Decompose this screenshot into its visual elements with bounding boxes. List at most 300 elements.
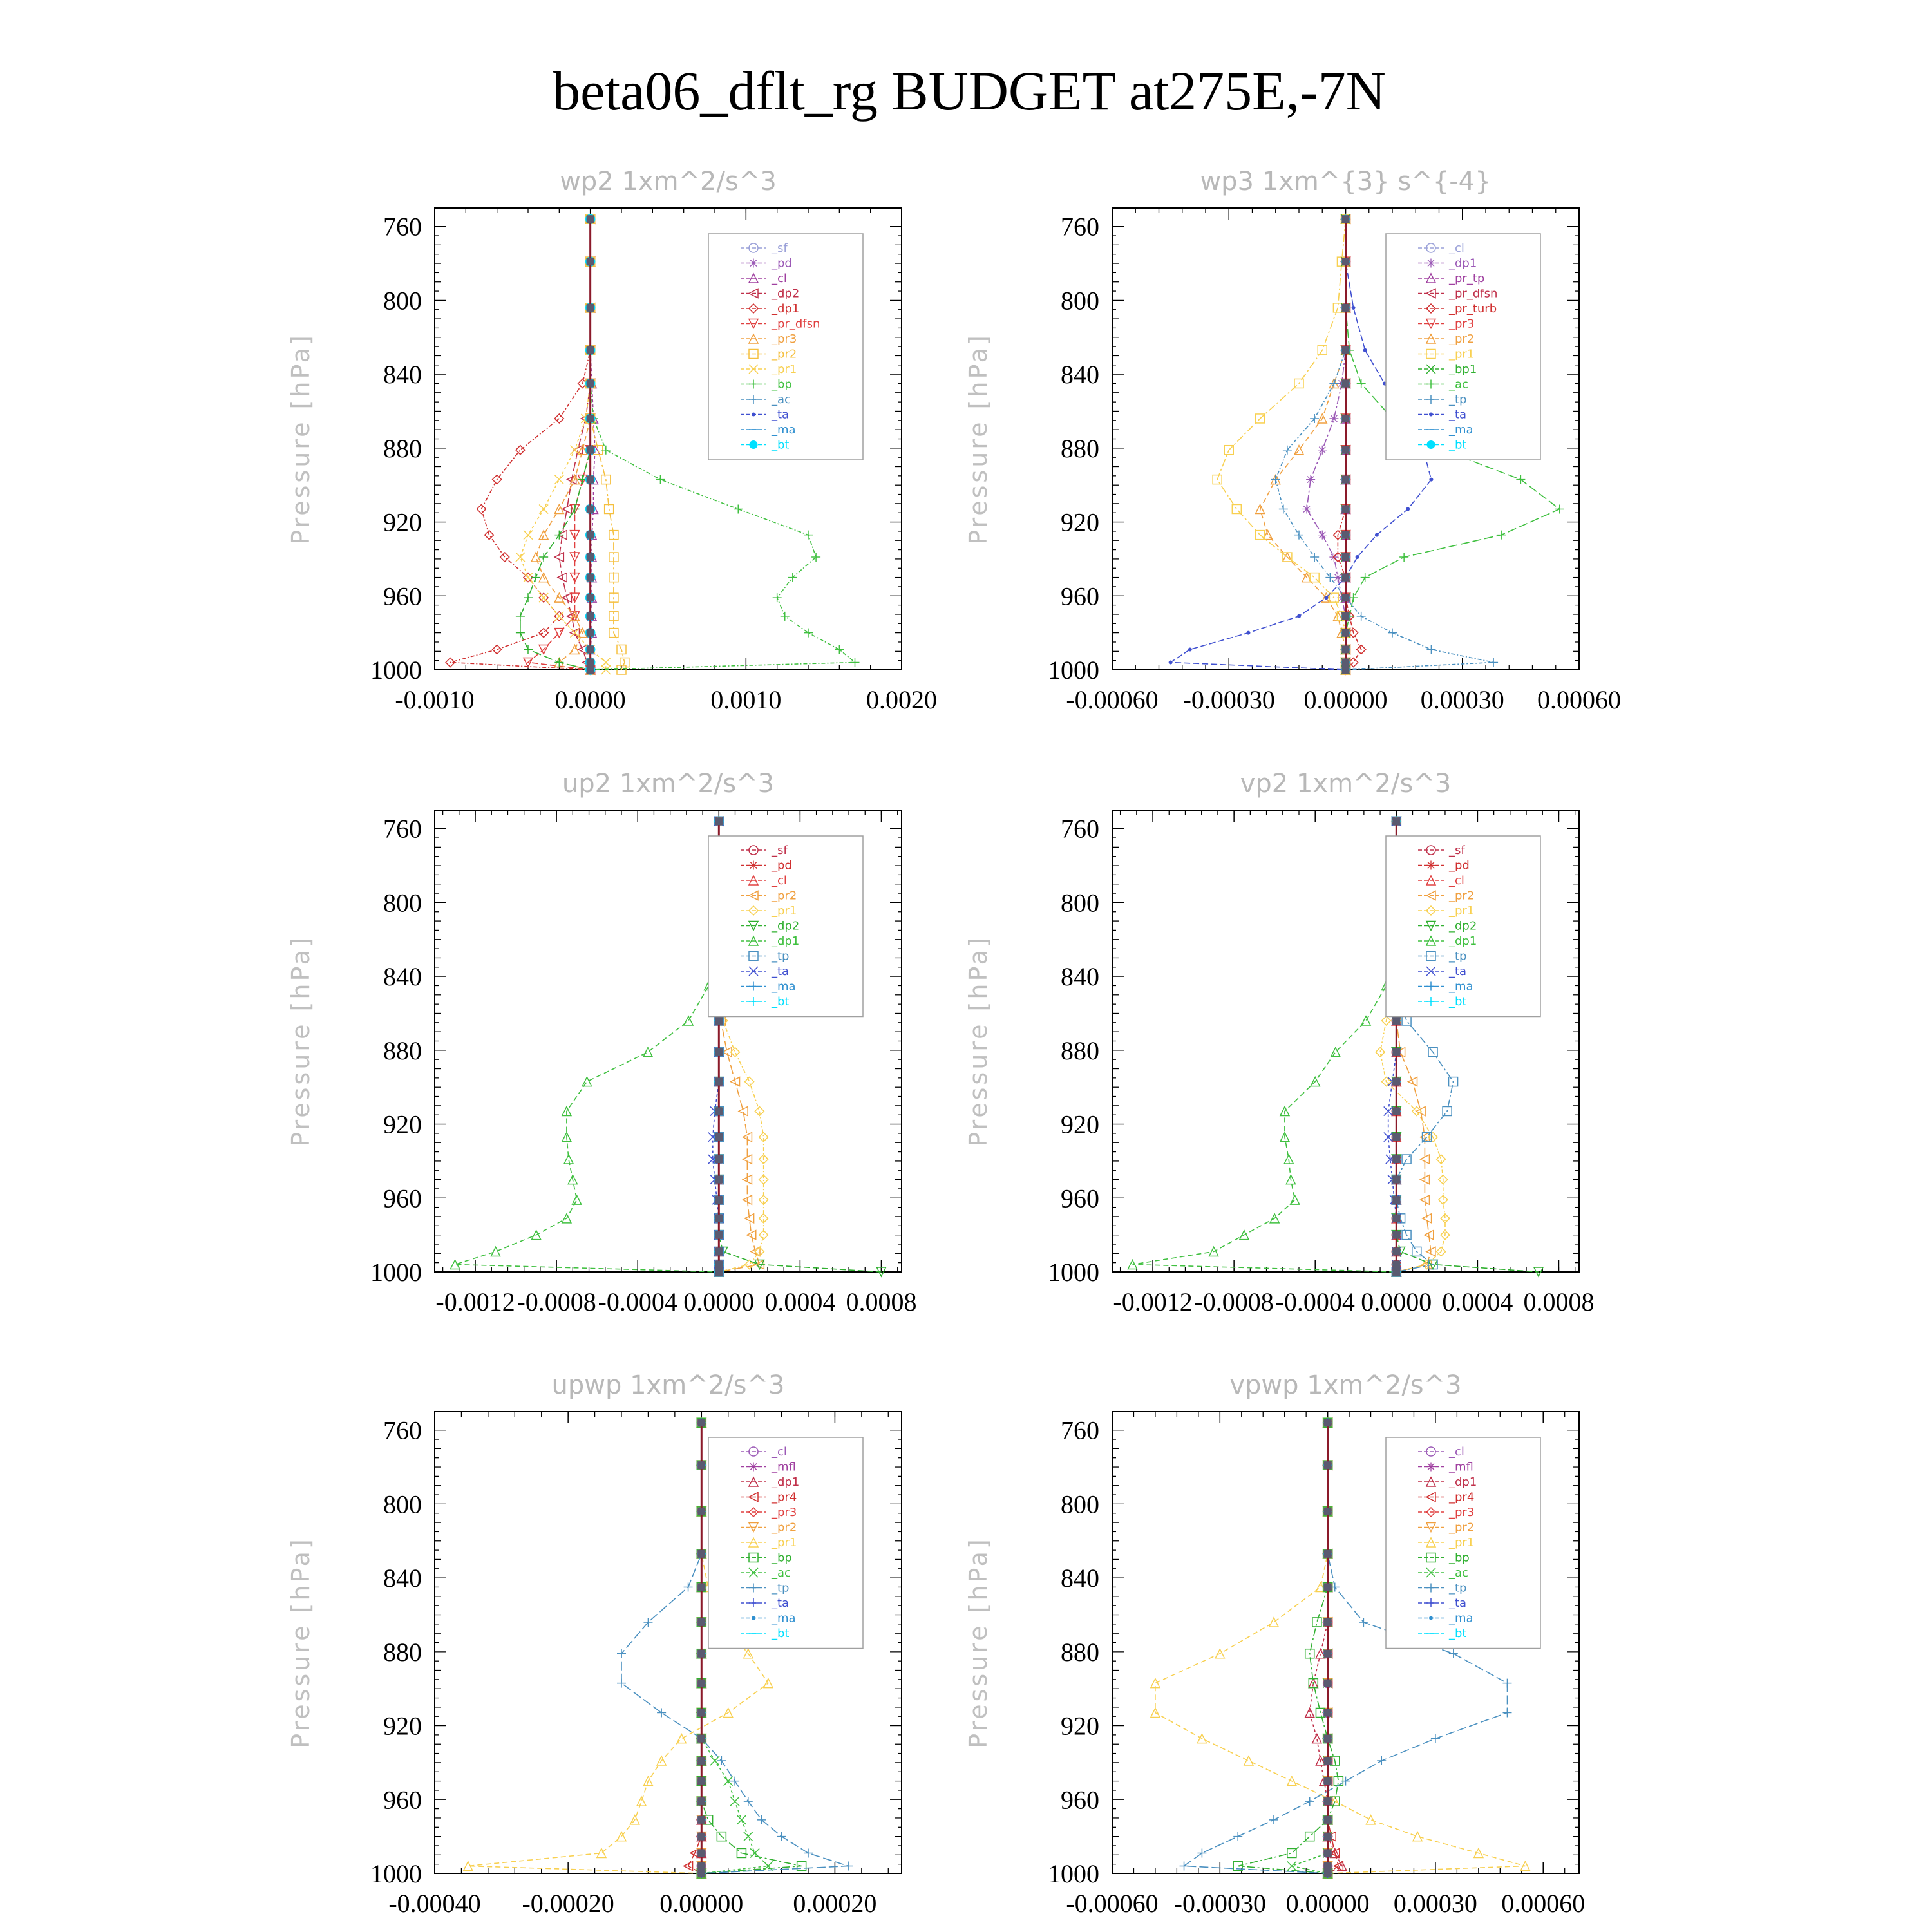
- x-tick-label: -0.00020: [522, 1889, 614, 1918]
- x-tick-label: 0.0020: [866, 685, 937, 714]
- x-tick-label: 0.00000: [659, 1889, 744, 1918]
- zero-marker: [1342, 666, 1350, 674]
- legend-marker: [1429, 413, 1433, 417]
- data-point: [1352, 306, 1356, 310]
- data-point: [524, 593, 533, 602]
- legend-entry: _cl: [772, 874, 787, 887]
- legend-entry: _pr3: [1449, 317, 1475, 331]
- y-tick-label: 880: [383, 1036, 422, 1065]
- zero-marker: [697, 1461, 705, 1469]
- y-axis-label: Pressure [hPa]: [287, 333, 315, 545]
- data-point: [1402, 1016, 1411, 1025]
- legend-entry: _bt: [772, 438, 790, 452]
- legend-entry: _bt: [1449, 1627, 1467, 1640]
- zero-marker: [1342, 346, 1350, 354]
- data-point: [745, 1077, 754, 1086]
- zero-marker: [1324, 1508, 1332, 1515]
- legend-entry: _ta: [772, 408, 790, 422]
- zero-marker: [1324, 1650, 1332, 1658]
- data-point: [539, 553, 548, 562]
- legend-entry: _ma: [772, 980, 796, 994]
- data-point: [1180, 1862, 1189, 1871]
- zero-marker: [587, 659, 594, 667]
- zero-marker: [1342, 612, 1350, 620]
- data-point: [1413, 1832, 1422, 1841]
- legend-entry: _bt: [1449, 438, 1467, 452]
- data-point: [684, 1016, 693, 1025]
- zero-marker: [1392, 1133, 1400, 1141]
- x-tick-label: 0.00060: [1537, 685, 1621, 714]
- y-tick-label: 960: [1061, 1184, 1099, 1213]
- legend-entry: _dp2: [772, 919, 800, 933]
- data-point: [582, 1077, 591, 1086]
- legend-entry: _pr3: [772, 1506, 797, 1519]
- zero-marker: [1324, 1735, 1332, 1743]
- y-tick-label: 960: [383, 1785, 422, 1815]
- legend-marker: [750, 441, 757, 449]
- y-tick-label: 1000: [370, 1859, 422, 1888]
- x-tick-label: 0.0004: [764, 1287, 836, 1316]
- legend-entry: _pr_turb: [1449, 302, 1497, 316]
- data-point: [1269, 1815, 1278, 1824]
- data-point: [1325, 573, 1334, 582]
- legend-entry: _bp1: [1449, 363, 1477, 376]
- series-line-dp1: [450, 219, 591, 670]
- zero-marker: [1342, 476, 1350, 484]
- zero-marker: [1342, 574, 1350, 582]
- zero-marker: [1324, 1777, 1332, 1785]
- data-point: [1367, 1815, 1376, 1824]
- data-point: [500, 553, 509, 562]
- zero-marker: [587, 415, 594, 422]
- data-point: [1197, 1848, 1206, 1857]
- legend-entry: _cl: [1449, 874, 1464, 887]
- zero-marker: [587, 476, 594, 484]
- y-axis-label: Pressure [hPa]: [964, 1537, 992, 1748]
- zero-marker: [697, 1618, 705, 1626]
- y-tick-label: 920: [1061, 1711, 1099, 1741]
- y-tick-label: 1000: [1048, 1258, 1099, 1287]
- zero-marker: [1342, 446, 1350, 454]
- panel-5: [287, 1370, 902, 1918]
- data-point: [1376, 1048, 1385, 1057]
- legend-entry: _dp2: [772, 287, 800, 301]
- zero-marker: [1392, 1247, 1400, 1255]
- data-point: [1429, 478, 1433, 482]
- zero-marker: [1392, 817, 1400, 825]
- legend-entry: _pr_dfsn: [1449, 287, 1498, 301]
- legend-entry: _pd: [772, 256, 792, 270]
- data-point: [571, 446, 580, 455]
- zero-marker: [1342, 505, 1350, 513]
- legend-entry: _pr_tp: [1449, 272, 1485, 285]
- data-point: [1431, 1734, 1440, 1743]
- data-point: [1399, 553, 1408, 562]
- legend-entry: _tp: [772, 949, 790, 963]
- zero-marker: [1324, 1833, 1332, 1841]
- data-point: [734, 504, 743, 513]
- data-point: [737, 1815, 746, 1824]
- zero-marker: [715, 1231, 723, 1239]
- data-point: [1489, 658, 1498, 667]
- legend-entry: _dp1: [1449, 934, 1477, 948]
- y-tick-label: 960: [1061, 1785, 1099, 1815]
- legend-entry: _dp1: [772, 1475, 800, 1489]
- zero-marker: [587, 215, 594, 223]
- zero-marker: [715, 1176, 723, 1184]
- zero-marker: [1324, 1461, 1332, 1469]
- panel-title: vp2 1xm^2/s^3: [1240, 769, 1452, 799]
- data-point: [1318, 446, 1327, 455]
- legend-entry: _ma: [1449, 980, 1473, 994]
- x-tick-label: 0.00000: [1285, 1889, 1370, 1918]
- legend-entry: _bt: [1449, 995, 1467, 1009]
- zero-marker: [1324, 1870, 1332, 1877]
- legend-marker: [752, 413, 755, 417]
- x-tick-label: -0.00060: [1066, 685, 1159, 714]
- x-tick-label: 0.0008: [1523, 1287, 1595, 1316]
- data-point: [730, 1797, 739, 1806]
- y-tick-label: 880: [1061, 1036, 1099, 1065]
- y-tick-label: 800: [1061, 286, 1099, 316]
- y-tick-label: 1000: [1048, 656, 1099, 685]
- data-point: [571, 629, 580, 638]
- data-point: [1279, 504, 1288, 513]
- data-point: [1244, 1756, 1253, 1765]
- data-point: [1502, 1679, 1511, 1688]
- y-tick-label: 920: [1061, 1110, 1099, 1139]
- zero-marker: [715, 1017, 723, 1025]
- zero-marker: [1324, 1862, 1332, 1870]
- x-tick-label: 0.0008: [846, 1287, 917, 1316]
- data-point: [1516, 475, 1525, 484]
- zero-marker: [1342, 258, 1350, 265]
- x-tick-label: -0.0004: [598, 1287, 677, 1316]
- zero-marker: [697, 1849, 705, 1857]
- data-point: [773, 593, 782, 602]
- data-point: [1375, 533, 1379, 537]
- legend-marker: [749, 861, 758, 870]
- zero-marker: [1324, 1680, 1332, 1687]
- legend-entry: _dp1: [772, 934, 800, 948]
- legend-entry: _pr1: [772, 904, 797, 918]
- data-point: [485, 531, 494, 540]
- data-point: [637, 1797, 646, 1806]
- legend-entry: _ta: [1449, 1596, 1467, 1610]
- zero-marker: [697, 1583, 705, 1591]
- legend-entry: _ta: [772, 1596, 790, 1610]
- legend-entry: _mfl: [1449, 1460, 1473, 1474]
- zero-marker: [1342, 629, 1350, 637]
- data-point: [573, 1195, 582, 1204]
- zero-marker: [715, 1268, 723, 1276]
- legend-entry: _sf: [1449, 844, 1465, 857]
- panel-4: [964, 769, 1594, 1316]
- y-tick-label: 920: [383, 1711, 422, 1741]
- zero-marker: [1342, 553, 1350, 561]
- panel-title: wp2 1xm^2/s^3: [560, 167, 777, 196]
- legend-entry: _cl: [772, 1445, 787, 1459]
- zero-marker: [1392, 1078, 1400, 1086]
- zero-marker: [697, 1508, 705, 1515]
- legend-entry: _ac: [1449, 377, 1468, 392]
- y-tick-label: 960: [383, 1184, 422, 1213]
- zero-marker: [587, 666, 594, 674]
- zero-marker: [1342, 215, 1350, 223]
- zero-marker: [715, 817, 723, 825]
- data-point: [516, 553, 525, 562]
- x-tick-label: 0.00030: [1393, 1889, 1477, 1918]
- legend-entry: _tp: [1449, 1581, 1467, 1595]
- y-tick-label: 760: [1061, 1416, 1099, 1445]
- data-point: [1294, 531, 1303, 540]
- legend-entry: _pr1: [1449, 1536, 1475, 1549]
- y-tick-label: 1000: [1048, 1859, 1099, 1888]
- data-point: [1426, 645, 1435, 654]
- legend-entry: _pr1: [1449, 904, 1475, 918]
- data-point: [539, 531, 548, 540]
- y-tick-label: 760: [383, 212, 422, 242]
- data-point: [656, 475, 665, 484]
- zero-marker: [697, 1797, 705, 1805]
- zero-marker: [697, 1550, 705, 1558]
- legend-entry: _pr1: [1449, 347, 1475, 361]
- legend-entry: _pr3: [772, 332, 797, 346]
- legend-entry: _dp1: [1449, 256, 1477, 270]
- x-tick-label: -0.00030: [1173, 1889, 1266, 1918]
- zero-marker: [715, 1215, 723, 1222]
- zero-marker: [1342, 379, 1350, 387]
- zero-marker: [697, 1816, 705, 1824]
- zero-marker: [697, 1777, 705, 1785]
- x-tick-label: 0.0010: [710, 685, 782, 714]
- legend-entry: _ma: [1449, 1611, 1473, 1625]
- x-tick-label: -0.0008: [516, 1287, 596, 1316]
- y-tick-label: 840: [1061, 360, 1099, 390]
- y-tick-label: 840: [1061, 1564, 1099, 1593]
- data-point: [1269, 1618, 1278, 1627]
- data-point: [1287, 1862, 1296, 1871]
- x-tick-label: 0.00030: [1420, 685, 1504, 714]
- zero-marker: [1342, 415, 1350, 422]
- data-point: [1233, 1832, 1242, 1841]
- zero-marker: [587, 645, 594, 653]
- legend-entry: _ac: [1449, 1566, 1468, 1580]
- zero-marker: [587, 304, 594, 312]
- legend-entry: _pr2: [772, 1520, 797, 1535]
- legend-entry: _pr2: [1449, 889, 1475, 903]
- x-tick-label: -0.0010: [395, 685, 475, 714]
- data-point: [657, 1708, 666, 1717]
- legend-entry: _tp: [772, 1581, 790, 1595]
- data-point: [554, 475, 564, 484]
- zero-marker: [697, 1419, 705, 1426]
- y-tick-label: 800: [383, 888, 422, 918]
- legend-marker: [1426, 861, 1435, 870]
- legend-entry: _cl: [1449, 242, 1464, 255]
- panel-1: [287, 167, 937, 714]
- panel-6: [964, 1370, 1585, 1918]
- x-tick-label: 0.0000: [554, 685, 626, 714]
- data-point: [745, 1260, 754, 1269]
- legend-entry: _tp: [1449, 949, 1467, 963]
- legend-entry: _pr2: [1449, 1520, 1475, 1535]
- legend-entry: _ac: [772, 1566, 791, 1580]
- zero-marker: [1392, 1107, 1400, 1115]
- x-tick-label: -0.00060: [1066, 1889, 1159, 1918]
- legend-entry: _ta: [772, 965, 790, 978]
- legend-entry: _ta: [1449, 965, 1467, 978]
- x-tick-label: -0.0004: [1275, 1287, 1355, 1316]
- data-point: [1359, 1618, 1368, 1627]
- data-point: [1312, 1618, 1321, 1627]
- legend-entry: _pr4: [772, 1490, 797, 1504]
- data-point: [1312, 1734, 1321, 1743]
- data-point: [601, 658, 611, 667]
- legend-entry: _pr_dfsn: [772, 317, 820, 331]
- x-tick-label: -0.0008: [1194, 1287, 1274, 1316]
- zero-marker: [1324, 1849, 1332, 1857]
- data-point: [1361, 573, 1370, 582]
- x-tick-label: 0.0000: [683, 1287, 755, 1316]
- data-point: [777, 1832, 786, 1841]
- y-tick-label: 920: [1061, 507, 1099, 537]
- data-point: [1357, 379, 1366, 388]
- data-point: [643, 1048, 652, 1057]
- data-point: [804, 531, 813, 540]
- y-tick-label: 880: [1061, 1637, 1099, 1667]
- y-tick-label: 880: [383, 433, 422, 463]
- zero-marker: [697, 1709, 705, 1716]
- zero-marker: [587, 574, 594, 582]
- legend-entry: _tp: [1449, 393, 1467, 406]
- legend-marker: [1426, 259, 1435, 268]
- data-point: [744, 1832, 753, 1841]
- legend-entry: _dp1: [1449, 1475, 1477, 1489]
- data-point: [835, 645, 844, 654]
- data-point: [1502, 1708, 1511, 1717]
- zero-marker: [697, 1862, 705, 1870]
- zero-marker: [1324, 1816, 1332, 1824]
- data-point: [1329, 379, 1338, 388]
- legend-marker: [749, 259, 758, 268]
- y-tick-label: 960: [383, 582, 422, 611]
- zero-marker: [697, 1757, 705, 1765]
- zero-marker: [587, 446, 594, 454]
- legend-entry: _mfl: [772, 1460, 796, 1474]
- data-point: [1271, 475, 1280, 484]
- data-point: [804, 629, 813, 638]
- y-tick-label: 800: [1061, 1490, 1099, 1519]
- y-tick-label: 880: [383, 1637, 422, 1667]
- x-tick-label: 0.00020: [793, 1889, 877, 1918]
- zero-marker: [1324, 1419, 1332, 1426]
- legend-entry: _ta: [1449, 408, 1467, 422]
- zero-marker: [1392, 1196, 1400, 1204]
- zero-marker: [1392, 1268, 1400, 1276]
- y-tick-label: 920: [383, 507, 422, 537]
- zero-marker: [1324, 1583, 1332, 1591]
- zero-marker: [1324, 1618, 1332, 1626]
- legend-marker: [1426, 1463, 1435, 1472]
- data-point: [1169, 661, 1173, 665]
- y-tick-label: 840: [383, 1564, 422, 1593]
- legend-marker: [1427, 441, 1435, 449]
- data-point: [477, 504, 486, 513]
- zero-marker: [1342, 531, 1350, 539]
- x-tick-label: 0.00060: [1501, 1889, 1586, 1918]
- panel-title: wp3 1xm^{3} s^{-4}: [1200, 167, 1492, 196]
- legend-entry: _pr4: [1449, 1490, 1475, 1504]
- data-point: [1357, 612, 1366, 621]
- data-point: [1377, 1756, 1386, 1765]
- data-point: [744, 1797, 753, 1806]
- y-tick-label: 1000: [370, 1258, 422, 1287]
- data-point: [788, 573, 797, 582]
- zero-marker: [587, 531, 594, 539]
- legend-entry: _pr1: [772, 363, 797, 376]
- panel-title: upwp 1xm^2/s^3: [551, 1370, 785, 1400]
- data-point: [1356, 555, 1359, 559]
- y-axis-label: Pressure [hPa]: [287, 935, 315, 1147]
- legend-entry: _dp1: [772, 302, 800, 316]
- zero-marker: [1342, 304, 1350, 312]
- y-tick-label: 760: [1061, 814, 1099, 844]
- zero-marker: [697, 1735, 705, 1743]
- zero-marker: [697, 1680, 705, 1687]
- panel-2: [964, 167, 1621, 714]
- legend-entry: _pr2: [1449, 332, 1475, 346]
- zero-marker: [1392, 1176, 1400, 1184]
- data-point: [781, 612, 790, 621]
- legend-entry: _sf: [772, 242, 788, 255]
- x-tick-label: -0.0012: [435, 1287, 515, 1316]
- data-point: [539, 593, 548, 602]
- y-tick-label: 760: [383, 1416, 422, 1445]
- legend-entry: _ma: [772, 423, 796, 437]
- y-tick-label: 840: [383, 360, 422, 390]
- legend-entry: _pd: [772, 858, 792, 873]
- data-point: [1306, 475, 1315, 484]
- data-point: [1388, 629, 1397, 638]
- data-point: [1406, 507, 1410, 511]
- legend-entry: _bp: [772, 1551, 792, 1565]
- zero-marker: [715, 1107, 723, 1115]
- zero-marker: [715, 1261, 723, 1269]
- legend-entry: _pr3: [1449, 1506, 1475, 1519]
- y-axis-label: Pressure [hPa]: [964, 935, 992, 1147]
- data-point: [844, 1862, 853, 1871]
- y-tick-label: 920: [383, 1110, 422, 1139]
- data-point: [1294, 446, 1303, 455]
- y-tick-label: 1000: [370, 656, 422, 685]
- zero-marker: [715, 1196, 723, 1204]
- data-point: [1497, 531, 1506, 540]
- data-point: [524, 531, 533, 540]
- y-tick-label: 760: [383, 814, 422, 844]
- zero-marker: [697, 1833, 705, 1841]
- zero-marker: [1324, 1709, 1332, 1716]
- zero-marker: [1392, 1261, 1400, 1269]
- y-tick-label: 960: [1061, 582, 1099, 611]
- data-point: [524, 573, 533, 582]
- zero-marker: [1324, 1550, 1332, 1558]
- zero-marker: [587, 505, 594, 513]
- zero-marker: [1324, 1797, 1332, 1805]
- legend-entry: _pr2: [772, 889, 797, 903]
- legend-entry: _bt: [772, 995, 790, 1009]
- data-point: [1363, 348, 1367, 352]
